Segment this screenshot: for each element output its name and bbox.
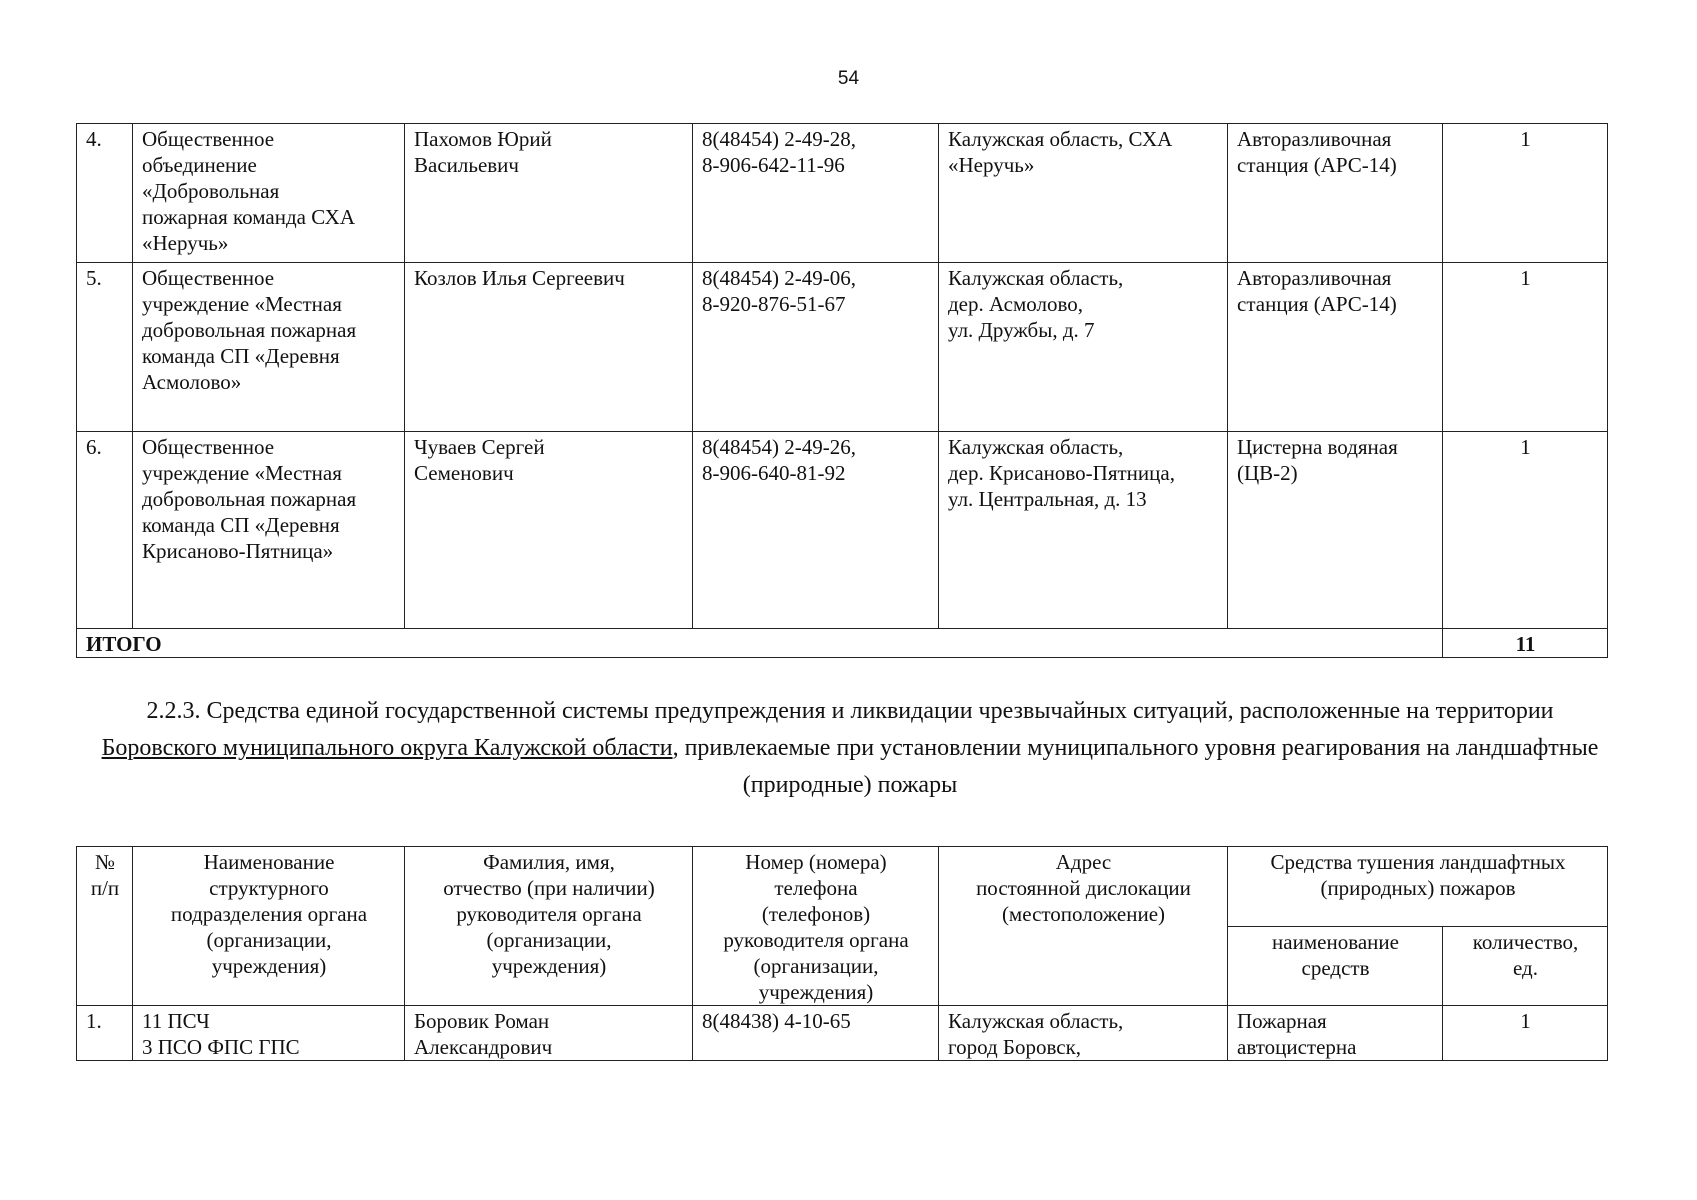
equipment-quantity: 1: [1443, 124, 1608, 263]
row-number: 5.: [77, 263, 133, 432]
phone-numbers: 8(48454) 2-49-28, 8-906-642-11-96: [693, 124, 939, 263]
total-row: [77, 629, 1608, 658]
header-head: Фамилия, имя, отчество (при наличии) руководителя органа (организации, учреждения): [405, 847, 693, 1006]
section-heading: 2.2.3. Средства единой государственной системы предупреждения и ликвидации чрезвычайных ситуаций, расположенные на территории Боровского муниципального округа Калужской области, привлекаемые при установлении муниципального уровня реагирования на ландшафтные (природные) пожары: [101, 698, 1599, 798]
address: Калужская область, дер. Крисаново-Пятница, ул. Центральная, д. 13: [939, 432, 1228, 629]
organization-name: Общественное объединение «Добровольная пожарная команда СХА «Неручь»: [133, 124, 405, 263]
phone-numbers: 8(48454) 2-49-06, 8-920-876-51-67: [693, 263, 939, 432]
head-name: Козлов Илья Сергеевич: [405, 263, 693, 432]
table-row: [77, 263, 1608, 432]
phone-numbers: 8(48454) 2-49-26, 8-906-640-81-92: [693, 432, 939, 629]
head-name: Чуваев Сергей Семенович: [405, 432, 693, 629]
equipment-name: Авторазливочная станция (АРС-14): [1228, 263, 1443, 432]
table-row: [77, 1006, 1608, 1061]
organization-name: Общественное учреждение «Местная добровольная пожарная команда СП «Деревня Асмолово»: [133, 263, 405, 432]
organization-name: Общественное учреждение «Местная добровольная пожарная команда СП «Деревня Крисаново-Пятница»: [133, 432, 405, 629]
emergency-system-table: [76, 846, 1608, 1061]
header-means-quantity: количество, ед.: [1443, 926, 1608, 1006]
organization-name: 11 ПСЧ 3 ПСО ФПС ГПС: [133, 1006, 405, 1061]
header-address: Адрес постоянной дислокации (местоположение): [939, 847, 1228, 1006]
equipment-name: Авторазливочная станция (АРС-14): [1228, 124, 1443, 263]
equipment-name: Цистерна водяная (ЦВ-2): [1228, 432, 1443, 629]
equipment-quantity: 1: [1443, 263, 1608, 432]
equipment-quantity: 1: [1443, 432, 1608, 629]
fire-teams-table: [76, 123, 1608, 658]
address: Калужская область, дер. Асмолово, ул. Дружбы, д. 7: [939, 263, 1228, 432]
header-row: [77, 847, 1608, 927]
address: Калужская область, СХА «Неручь»: [939, 124, 1228, 263]
table-row: [77, 432, 1608, 629]
header-organization: Наименование структурного подразделения органа (организации, учреждения): [133, 847, 405, 1006]
head-name: Боровик Роман Александрович: [405, 1006, 693, 1061]
head-name: Пахомов Юрий Васильевич: [405, 124, 693, 263]
header-means-name: наименование средств: [1228, 926, 1443, 1006]
header-number: № п/п: [77, 847, 133, 1006]
header-means-group: Средства тушения ландшафтных (природных) пожаров: [1228, 847, 1608, 927]
address: Калужская область, город Боровск,: [939, 1006, 1228, 1061]
municipality-name: Боровского муниципального округа Калужской области: [101, 735, 673, 761]
total-value: 11: [1443, 629, 1608, 658]
header-phone: Номер (номера) телефона (телефонов) руководителя органа (организации, учреждения): [693, 847, 939, 1006]
row-number: 1.: [77, 1006, 133, 1061]
row-number: 6.: [77, 432, 133, 629]
table-row: [77, 124, 1608, 263]
equipment-name: Пожарная автоцистерна: [1228, 1006, 1443, 1061]
row-number: 4.: [77, 124, 133, 263]
phone-numbers: 8(48438) 4-10-65: [693, 1006, 939, 1061]
page-number: 54: [837, 68, 860, 89]
equipment-quantity: 1: [1443, 1006, 1608, 1061]
total-label: ИТОГО: [77, 629, 1443, 658]
